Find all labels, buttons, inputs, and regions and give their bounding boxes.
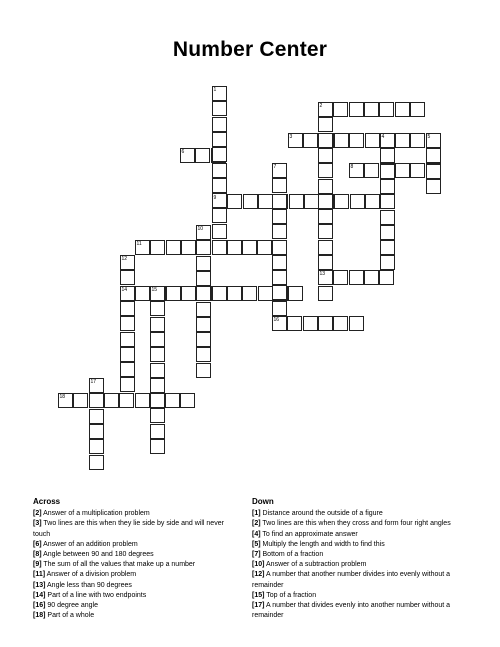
grid-cell[interactable]: [227, 194, 242, 209]
grid-cell[interactable]: [166, 286, 181, 301]
clue-text: Angle between 90 and 180 degrees: [43, 551, 154, 559]
clue-number-label: [12]: [252, 571, 265, 579]
across-heading: Across: [33, 497, 61, 506]
grid-cell[interactable]: [150, 408, 165, 423]
grid-cell[interactable]: [150, 378, 165, 393]
grid-cell[interactable]: [395, 102, 410, 117]
grid-cell[interactable]: [349, 316, 364, 331]
grid-cell[interactable]: [195, 148, 210, 163]
across-clue: [33, 591, 238, 601]
clue-number-label: [2]: [252, 520, 261, 528]
grid-cell[interactable]: [288, 286, 303, 301]
grid-cell[interactable]: [212, 101, 227, 116]
clue-number: 17: [90, 378, 97, 385]
clue-number-label: [1]: [252, 510, 261, 518]
grid-cell[interactable]: [395, 133, 410, 148]
grid-cell[interactable]: [410, 133, 425, 148]
grid-cell[interactable]: [258, 194, 273, 209]
across-clue: [33, 519, 238, 539]
grid-cell[interactable]: [318, 194, 333, 209]
clue-number-label: [11]: [33, 571, 46, 579]
grid-cell[interactable]: [287, 316, 302, 331]
grid-cell[interactable]: [334, 133, 349, 148]
grid-cell[interactable]: [410, 102, 425, 117]
clue-text: Answer of a subtraction problem: [266, 561, 367, 569]
grid-cell[interactable]: [212, 208, 227, 223]
grid-cell[interactable]: [304, 194, 319, 209]
grid-cell[interactable]: [380, 194, 395, 209]
clue-number-label: [16]: [33, 602, 46, 610]
grid-cell[interactable]: [196, 347, 211, 362]
clue-number: 9: [213, 194, 217, 201]
grid-cell[interactable]: [272, 301, 287, 316]
grid-cell[interactable]: [395, 163, 410, 178]
clue-number: 11: [136, 240, 142, 247]
grid-cell[interactable]: [181, 240, 196, 255]
grid-cell[interactable]: [150, 424, 165, 439]
across-clue: [33, 509, 238, 519]
grid-cell[interactable]: [120, 347, 135, 362]
grid-cell[interactable]: [380, 164, 395, 179]
grid-cell[interactable]: [212, 147, 227, 162]
grid-cell[interactable]: [426, 164, 441, 179]
clue-number: 16: [273, 316, 280, 323]
clue-number-label: [5]: [252, 540, 261, 548]
clue-number: 7: [273, 163, 277, 170]
grid-cell[interactable]: [89, 424, 104, 439]
clue-number: 15: [151, 286, 158, 293]
grid-cell[interactable]: [196, 286, 211, 301]
grid-cell[interactable]: [272, 224, 287, 239]
grid-cell[interactable]: [120, 332, 135, 347]
clue-number: 1: [213, 86, 217, 93]
grid-cell[interactable]: [333, 316, 348, 331]
clue-text: Answer of a multiplication problem: [43, 510, 150, 518]
grid-cell[interactable]: [73, 393, 88, 408]
grid-cell[interactable]: [272, 240, 287, 255]
clue-number-label: [17]: [252, 602, 265, 610]
grid-cell[interactable]: [258, 286, 273, 301]
clue-number: 2: [319, 102, 323, 109]
down-clue: [252, 570, 467, 590]
grid-cell[interactable]: [120, 362, 135, 377]
grid-cell[interactable]: [272, 209, 287, 224]
clue-text: Angle less than 90 degrees: [47, 581, 132, 589]
grid-cell[interactable]: [364, 270, 379, 285]
grid-cell[interactable]: [426, 148, 441, 163]
across-clue: [33, 601, 238, 611]
grid-cell[interactable]: [212, 132, 227, 147]
clue-number: 8: [350, 163, 354, 170]
grid-cell[interactable]: [318, 255, 333, 270]
across-clue: [33, 581, 238, 591]
grid-cell[interactable]: [318, 133, 333, 148]
grid-cell[interactable]: [426, 179, 441, 194]
grid-cell[interactable]: [272, 178, 287, 193]
clue-text: Two lines are this when they lie side by side and will never touch: [33, 520, 224, 538]
grid-cell[interactable]: [380, 210, 395, 225]
grid-cell[interactable]: [181, 286, 196, 301]
clue-number: 6: [181, 148, 185, 155]
clue-text: The sum of all the values that make up a number: [43, 561, 196, 569]
grid-cell[interactable]: [334, 194, 349, 209]
grid-cell[interactable]: [318, 316, 333, 331]
grid-cell[interactable]: [272, 194, 287, 209]
grid-cell[interactable]: [120, 377, 135, 392]
grid-cell[interactable]: [196, 332, 211, 347]
grid-cell[interactable]: [196, 317, 211, 332]
clue-text: To find an approximate answer: [262, 530, 358, 538]
grid-cell[interactable]: [196, 271, 211, 286]
grid-cell[interactable]: [212, 286, 227, 301]
clue-text: A number that divides evenly into another number without a remainder: [252, 602, 451, 620]
grid-cell[interactable]: [150, 439, 165, 454]
grid-cell[interactable]: [150, 301, 165, 316]
grid-cell[interactable]: [364, 102, 379, 117]
grid-cell[interactable]: [150, 240, 165, 255]
grid-cell[interactable]: [349, 270, 364, 285]
grid-cell[interactable]: [318, 163, 333, 178]
grid-cell[interactable]: [166, 240, 181, 255]
grid-cell[interactable]: [212, 117, 227, 132]
clue-number-label: [7]: [252, 551, 261, 559]
grid-cell[interactable]: [150, 393, 165, 408]
clue-number-label: [3]: [33, 520, 42, 528]
grid-cell[interactable]: [303, 316, 318, 331]
grid-cell[interactable]: [333, 270, 348, 285]
grid-cell[interactable]: [119, 393, 134, 408]
grid-cell[interactable]: [135, 286, 150, 301]
down-clue: [252, 530, 467, 540]
grid-cell[interactable]: [89, 455, 104, 470]
grid-cell[interactable]: [89, 439, 104, 454]
down-clue: [252, 509, 467, 519]
grid-cell[interactable]: [349, 133, 364, 148]
across-clue: [33, 550, 238, 560]
clue-number-label: [2]: [33, 510, 42, 518]
down-clues: [252, 497, 467, 621]
grid-cell[interactable]: [318, 117, 333, 132]
grid-cell[interactable]: [380, 179, 395, 194]
across-clue: [33, 570, 238, 580]
down-clue: [252, 560, 467, 570]
clue-number-label: [8]: [33, 551, 42, 559]
clue-text: Top of a fraction: [266, 591, 317, 599]
clue-text: Part of a whole: [47, 612, 95, 620]
grid-cell[interactable]: [318, 240, 333, 255]
grid-cell[interactable]: [150, 332, 165, 347]
clue-number-label: [14]: [33, 591, 46, 599]
grid-cell[interactable]: [289, 194, 304, 209]
grid-cell[interactable]: [212, 178, 227, 193]
grid-cell[interactable]: [212, 240, 227, 255]
clue-number: 13: [319, 270, 326, 277]
clue-text: A number that another number divides into evenly without a remainder: [252, 571, 451, 589]
grid-cell[interactable]: [150, 317, 165, 332]
grid-cell[interactable]: [104, 393, 119, 408]
clue-number-label: [6]: [33, 540, 42, 548]
grid-cell[interactable]: [120, 270, 135, 285]
clue-text: Distance around the outside of a figure: [262, 510, 383, 518]
grid-cell[interactable]: [349, 102, 364, 117]
clue-number: 12: [121, 255, 128, 262]
grid-cell[interactable]: [379, 270, 394, 285]
grid-cell[interactable]: [227, 286, 242, 301]
grid-cell[interactable]: [212, 224, 227, 239]
grid-cell[interactable]: [380, 225, 395, 240]
grid-cell[interactable]: [165, 393, 180, 408]
grid-cell[interactable]: [410, 163, 425, 178]
down-clue: [252, 519, 467, 529]
clue-text: Multiply the length and width to find this: [262, 540, 385, 548]
clue-number-label: [13]: [33, 581, 46, 589]
grid-cell[interactable]: [120, 301, 135, 316]
across-clue: [33, 611, 238, 621]
clue-number: 10: [197, 225, 204, 232]
across-clue: [33, 560, 238, 570]
clue-number-label: [15]: [252, 591, 265, 599]
clue-number: 14: [121, 286, 128, 293]
grid-cell[interactable]: [196, 363, 211, 378]
grid-cell[interactable]: [89, 393, 104, 408]
clue-text: Answer of an addition problem: [43, 540, 138, 548]
grid-cell[interactable]: [318, 224, 333, 239]
grid-cell[interactable]: [380, 255, 395, 270]
clue-number: 4: [381, 133, 385, 140]
grid-cell[interactable]: [272, 285, 287, 300]
grid-cell[interactable]: [380, 240, 395, 255]
grid-cell[interactable]: [365, 133, 380, 148]
grid-cell[interactable]: [227, 240, 242, 255]
across-clues: [33, 497, 238, 621]
clue-text: Bottom of a fraction: [262, 551, 324, 559]
clue-number-label: [4]: [252, 530, 261, 538]
clue-text: 90 degree angle: [47, 602, 99, 610]
down-clue: [252, 540, 467, 550]
grid-cell[interactable]: [150, 363, 165, 378]
grid-cell[interactable]: [364, 163, 379, 178]
page-title: Number Center: [172, 38, 328, 61]
grid-cell[interactable]: [365, 194, 380, 209]
grid-cell[interactable]: [196, 302, 211, 317]
grid-cell[interactable]: [257, 240, 272, 255]
clue-number-label: [10]: [252, 561, 265, 569]
grid-cell[interactable]: [196, 256, 211, 271]
grid-cell[interactable]: [380, 148, 395, 163]
down-clue: [252, 591, 467, 601]
grid-cell[interactable]: [272, 255, 287, 270]
grid-cell[interactable]: [318, 179, 333, 194]
grid-cell[interactable]: [333, 102, 348, 117]
clue-number: 3: [289, 133, 293, 140]
grid-cell[interactable]: [242, 240, 257, 255]
grid-cell[interactable]: [318, 148, 333, 163]
grid-cell[interactable]: [318, 209, 333, 224]
grid-cell[interactable]: [242, 286, 257, 301]
grid-cell[interactable]: [120, 316, 135, 331]
clue-text: Part of a line with two endpoints: [47, 591, 147, 599]
down-heading: Down: [252, 497, 274, 506]
grid-cell[interactable]: [243, 194, 258, 209]
down-clue: [252, 550, 467, 560]
clue-text: Two lines are this when they cross and form four right angles: [262, 520, 451, 528]
down-clue: [252, 601, 467, 621]
grid-cell[interactable]: [303, 133, 318, 148]
grid-cell[interactable]: [135, 393, 150, 408]
grid-cell[interactable]: [272, 270, 287, 285]
grid-cell[interactable]: [180, 393, 195, 408]
grid-cell[interactable]: [150, 347, 165, 362]
grid-cell[interactable]: [350, 194, 365, 209]
grid-cell[interactable]: [212, 163, 227, 178]
clue-number-label: [9]: [33, 561, 42, 569]
clue-number: 5: [427, 133, 431, 140]
grid-cell[interactable]: [379, 102, 394, 117]
clue-text: Answer of a division problem: [46, 571, 137, 579]
grid-cell[interactable]: [196, 240, 211, 255]
across-clue: [33, 540, 238, 550]
grid-cell[interactable]: [89, 409, 104, 424]
clue-number-label: [18]: [33, 612, 46, 620]
grid-cell[interactable]: [318, 286, 333, 301]
clue-number: 18: [59, 393, 66, 400]
